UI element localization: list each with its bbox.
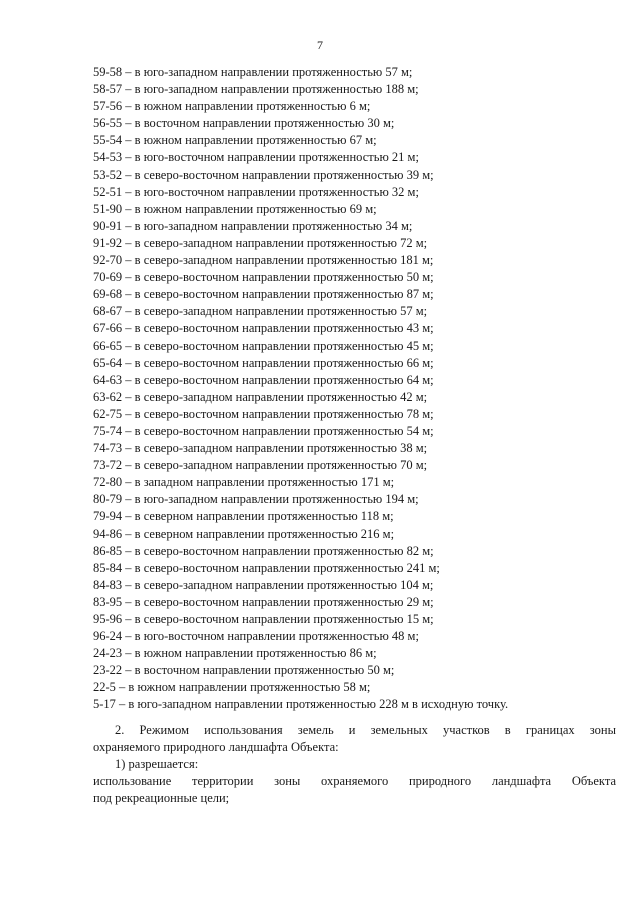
boundary-segment: 90-91 – в юго-западном направлении протяженностью 34 м; — [93, 218, 413, 233]
boundary-segment: 69-68 – в северо-восточном направлении протяженностью 87 м; — [93, 287, 434, 302]
boundary-segment: 73-72 – в северо-западном направлении протяженностью 70 м; — [93, 458, 428, 473]
boundary-segment: 5-17 – в юго-западном направлении протяженностью 228 м в исходную точку. — [93, 697, 509, 712]
boundary-segment: 74-73 – в северо-западном направлении протяженностью 38 м; — [93, 441, 428, 456]
boundary-segments-list — [93, 64, 613, 714]
boundary-segment: 91-92 – в северо-западном направлении протяженностью 72 м; — [93, 235, 428, 250]
boundary-segment: 51-90 – в южном направлении протяженностью 69 м; — [93, 201, 377, 216]
boundary-segment: 64-63 – в северо-восточном направлении протяженностью 64 м; — [93, 372, 434, 387]
allowed-item-line-2: под рекреационные цели; — [93, 791, 230, 805]
boundary-segment: 85-84 – в северо-восточном направлении протяженностью 241 м; — [93, 560, 440, 575]
boundary-segment: 63-62 – в северо-западном направлении протяженностью 42 м; — [93, 389, 428, 404]
boundary-segment: 80-79 – в юго-западном направлении протяженностью 194 м; — [93, 492, 419, 507]
boundary-segment: 23-22 – в восточном направлении протяженностью 50 м; — [93, 663, 395, 678]
boundary-segment: 52-51 – в юго-восточном направлении протяженностью 32 м; — [93, 184, 419, 199]
boundary-segment: 57-56 – в южном направлении протяженностью 6 м; — [93, 99, 371, 114]
boundary-segment: 75-74 – в северо-восточном направлении протяженностью 54 м; — [93, 423, 434, 438]
boundary-segment: 22-5 – в южном направлении протяженностью 58 м; — [93, 680, 371, 695]
boundary-segment: 86-85 – в северо-восточном направлении протяженностью 82 м; — [93, 543, 434, 558]
boundary-segment: 66-65 – в северо-восточном направлении протяженностью 45 м; — [93, 338, 434, 353]
boundary-segment: 53-52 – в северо-восточном направлении протяженностью 39 м; — [93, 167, 434, 182]
boundary-segment: 83-95 – в северо-восточном направлении протяженностью 29 м; — [93, 594, 434, 609]
boundary-segment: 70-69 – в северо-восточном направлении протяженностью 50 м; — [93, 270, 434, 285]
boundary-segment: 92-70 – в северо-западном направлении протяженностью 181 м; — [93, 253, 434, 268]
allowed-heading: 1) разрешается: — [115, 757, 199, 771]
boundary-segment: 59-58 – в юго-западном направлении протяженностью 57 м; — [93, 65, 413, 79]
section-2-line-2: охраняемого природного ландшафта Объекта: — [93, 740, 339, 754]
boundary-segment: 72-80 – в западном направлении протяженностью 171 м; — [93, 475, 395, 490]
boundary-segment: 95-96 – в северо-восточном направлении протяженностью 15 м; — [93, 612, 434, 626]
boundary-segment: 55-54 – в южном направлении протяженностью 67 м; — [93, 133, 377, 148]
boundary-segment: 24-23 – в южном направлении протяженностью 86 м; — [93, 646, 377, 661]
section-2-line-1: 2. Режимом использования земель и земельных участков в границах зоны — [115, 723, 616, 737]
boundary-segment: 58-57 – в юго-западном направлении протяженностью 188 м; — [93, 82, 419, 97]
boundary-segment: 96-24 – в юго-восточном направлении протяженностью 48 м; — [93, 629, 419, 644]
boundary-segment: 68-67 – в северо-западном направлении протяженностью 57 м; — [93, 304, 428, 319]
page-number: 7 — [317, 38, 323, 52]
boundary-segment: 84-83 – в северо-западном направлении протяженностью 104 м; — [93, 577, 434, 592]
boundary-segment: 56-55 – в восточном направлении протяженностью 30 м; — [93, 116, 395, 131]
boundary-segment: 65-64 – в северо-восточном направлении протяженностью 66 м; — [93, 355, 434, 370]
boundary-segment: 94-86 – в северном направлении протяженностью 216 м; — [93, 526, 395, 541]
boundary-segment: 79-94 – в северном направлении протяженностью 118 м; — [93, 509, 394, 524]
boundary-segment: 67-66 – в северо-восточном направлении протяженностью 43 м; — [93, 321, 434, 336]
allowed-item-line-1: использование территории зоны охраняемого природного ландшафта Объекта — [93, 774, 616, 788]
boundary-segment: 54-53 – в юго-восточном направлении протяженностью 21 м; — [93, 150, 419, 165]
boundary-segment: 62-75 – в северо-восточном направлении протяженностью 78 м; — [93, 406, 434, 421]
